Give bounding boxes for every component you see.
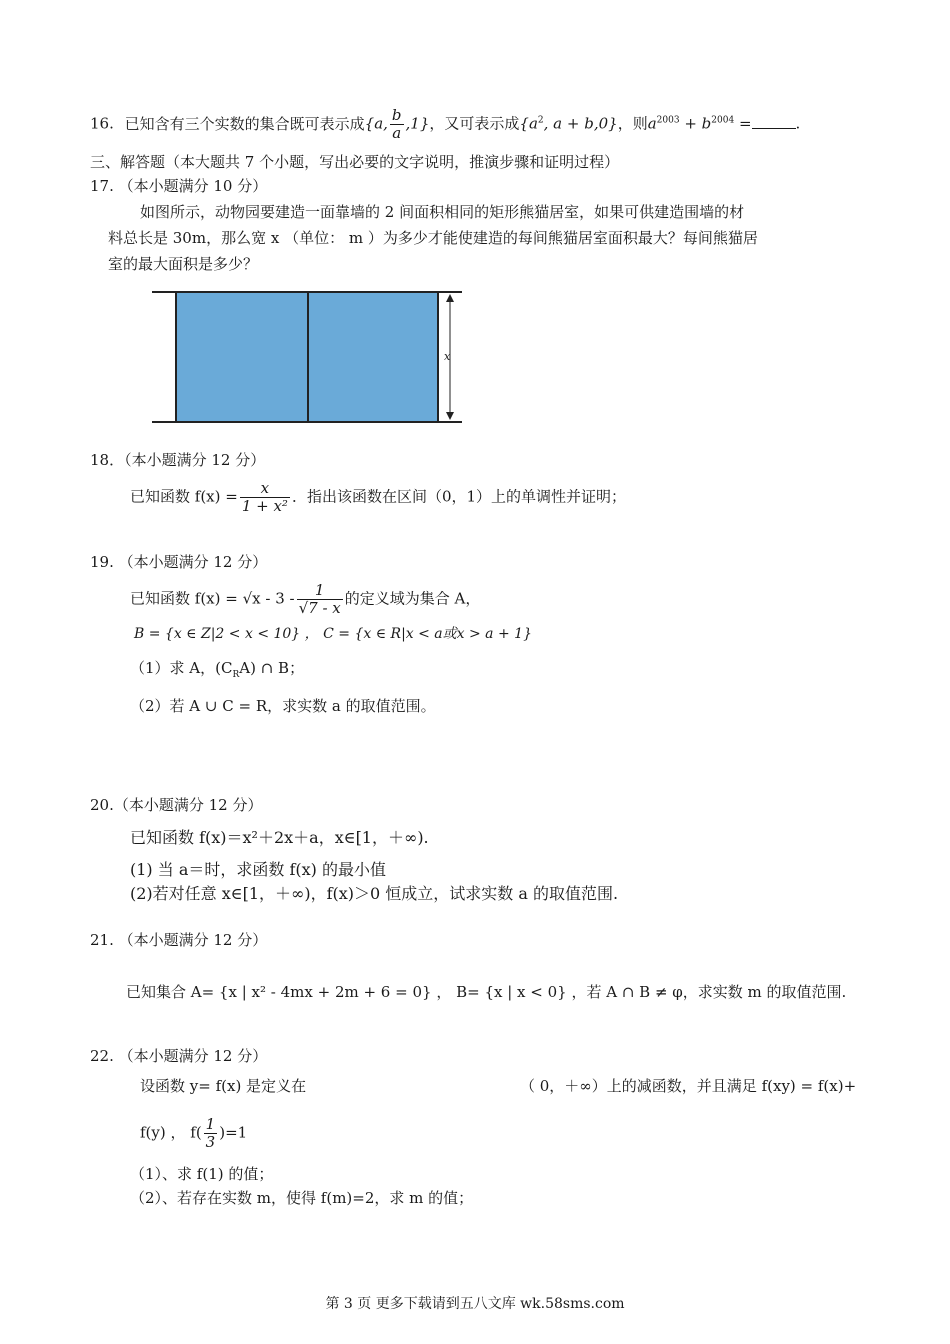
section-three-heading: 三、解答题（本大题共 7 个小题，写出必要的文字说明，推演步骤和证明过程） [90,153,620,171]
q22-line-2 [140,1116,247,1151]
q18-line [130,480,626,515]
q17-line-1: 如图所示，动物园要建造一面靠墙的 2 间面积相同的矩形熊猫居室，如果可供建造围墙的材 [140,203,745,221]
q18-heading: 18．（本小题满分 12 分） [90,451,266,469]
q17-line-2: 料总长是 30m，那么宽 x （单位： m ）为多少才能使建造的每间熊猫居室面积最大？每间熊猫居 [108,229,758,247]
q19-sub-r: R [232,670,240,680]
q16-frac-numerator: b [391,106,402,124]
room-left [176,292,308,422]
q16-set2-rest: , a + b,0} [543,114,618,133]
room-right [308,292,438,422]
q20-heading: 20.（本小题满分 12 分） [90,796,263,814]
q16-exp-1: 2003 [656,115,680,126]
q19-text-3b: A) ∩ B； [239,659,305,677]
q20-line-2: (1) 当 a＝时，求函数 f(x) 的最小值 [130,860,386,879]
q16-set1-end: ,1} [405,114,430,133]
q16-answer-blank [752,114,796,129]
q18-text-1: 已知函数 f(x) = [130,487,238,506]
q22-frac-denominator: 3 [205,1133,216,1151]
q16-number: 16. [90,114,114,133]
q16-eq: = [734,114,752,133]
q16-set2: {a [519,114,538,133]
q22-line-1a: 设函数 y= f(x) 是定义在 [140,1077,307,1095]
q22-fraction [204,1116,218,1151]
q19-frac-numerator: 1 [297,582,343,600]
q16-frac-denominator: a [392,124,402,142]
q18-frac-numerator: x [240,480,290,498]
q16-plus: + b [679,114,712,133]
q16-end: . [795,114,801,133]
q19-line-3 [130,658,304,685]
q18-text-2: ．指出该函数在区间（0，1）上的单调性并证明； [291,487,627,506]
arrow-head-bottom [446,412,454,420]
q19-text-3: （1）求 A，(C [130,659,233,677]
q22-heading: 22. （本小题满分 12 分） [90,1047,268,1065]
page-footer: 第 3 页 更多下载请到五八文库 wk.58sms.com [325,1296,625,1312]
q16-expr: a [647,114,657,133]
q20-line-1: 已知函数 f(x)＝x²＋2x＋a，x∈[1，＋∞). [130,828,429,847]
q16-exp-2: 2004 [711,115,735,126]
q19-line-1 [130,582,480,617]
q22-text-2a: f(y) ， f( [140,1123,202,1142]
q22-text-2b: )=1 [219,1123,248,1142]
q21-line-1: 已知集合 A= {x | x² - 4mx + 2m + 6 = 0} ， B= {x | x < 0} ，若 A ∩ B ≠ φ，求实数 m 的取值范围. [126,983,847,1001]
arrow-head-top [446,294,454,302]
q16-line: 16. 已知含有三个实数的集合既可表示成{a, $\frac{b}{a}$ ,1}，又可表示成{$a^2$, a + b,0}，则$a^{2003} + b^{2004}$ = . [90,106,801,142]
q16-text-1: 已知含有三个实数的集合既可表示成 [124,114,365,133]
q21-heading: 21. （本小题满分 12 分） [90,931,268,949]
q22-line-3: （1）、求 f(1) 的值； [130,1165,274,1183]
q22-line-1b: （ 0，＋∞）上的减函数，并且满足 f(xy) = f(x)+ [520,1077,857,1095]
q18-fraction [240,480,290,515]
q17-line-3: 室的最大面积是多少？ [108,255,259,273]
q19-frac-denominator: √7 - x [298,599,341,617]
q16-text-3: ，则 [617,114,648,133]
q22-frac-numerator: 1 [205,1115,216,1133]
panda-room-diagram [152,286,468,428]
q19-heading: 19. （本小题满分 12 分） [90,553,268,571]
q19-line-2: B = {x ∈ Z|2 < x < 10} ， C = {x ∈ R|x < a或x > a + 1} [134,626,532,642]
q20-line-3: (2)若对任意 x∈[1，＋∞)，f(x)＞0 恒成立，试求实数 a 的取值范围. [130,884,619,903]
q19-text-1a: 已知函数 f(x) = √x - 3 - [130,589,295,608]
q19-text-1b: 的定义域为集合 A， [344,589,481,608]
q16-text-2: ，又可表示成 [429,114,520,133]
q19-fraction [297,582,343,617]
q16-fraction [390,107,404,142]
q17-heading: 17. （本小题满分 10 分） [90,177,268,195]
q22-line-4: （2）、若存在实数 m，使得 f(m)=2，求 m 的值； [130,1189,474,1207]
width-label: x [444,350,451,363]
q16-set1: {a, [364,114,388,133]
q18-frac-denominator: 1 + x² [241,497,288,515]
q19-line-4: （2）若 A ∪ C = R，求实数 a 的取值范围。 [130,697,436,715]
